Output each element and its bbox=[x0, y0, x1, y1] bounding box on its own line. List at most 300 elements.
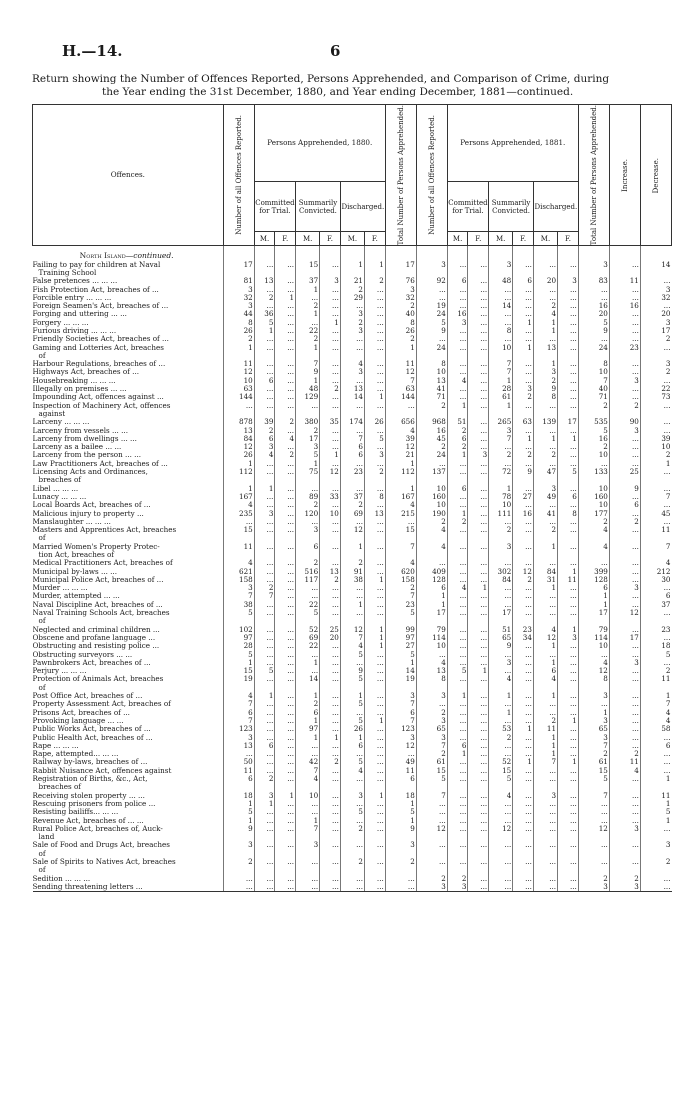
value-cell: ... bbox=[320, 584, 341, 592]
value-cell: 3 bbox=[640, 286, 671, 294]
value-cell: 4 bbox=[340, 767, 364, 775]
offence-cell bbox=[33, 841, 224, 858]
value-cell: ... bbox=[609, 443, 640, 451]
value-cell: ... bbox=[254, 675, 275, 692]
value-cell: 1 bbox=[223, 659, 254, 667]
value-cell: ... bbox=[609, 385, 640, 393]
offence-cell bbox=[33, 808, 224, 816]
value-cell: 1 bbox=[558, 568, 579, 576]
value-cell: ... bbox=[640, 750, 671, 758]
value-cell: ... bbox=[533, 335, 557, 343]
value-cell: ... bbox=[533, 700, 557, 708]
offence-label: Murder ... ... ... bbox=[32, 584, 88, 593]
offence-label: Rabbit Nuisance Act, offences against bbox=[32, 766, 172, 775]
value-cell: ... bbox=[275, 460, 296, 468]
value-cell: ... bbox=[447, 775, 468, 792]
value-cell: 2 bbox=[365, 277, 386, 285]
value-cell: ... bbox=[320, 692, 341, 700]
value-cell: ... bbox=[447, 294, 468, 302]
value-cell: 1 bbox=[447, 451, 468, 459]
value-cell: ... bbox=[275, 709, 296, 717]
value-cell: ... bbox=[468, 310, 489, 318]
value-cell: 12 bbox=[320, 468, 341, 485]
value-cell: ... bbox=[640, 302, 671, 310]
table-row bbox=[33, 841, 672, 858]
table-row bbox=[33, 460, 672, 468]
value-cell: ... bbox=[558, 725, 579, 733]
value-cell: ... bbox=[447, 493, 468, 501]
offence-cell bbox=[33, 335, 224, 343]
value-cell: ... bbox=[513, 402, 534, 419]
value-cell: 13 bbox=[320, 568, 341, 576]
value-cell: 3 bbox=[223, 286, 254, 294]
value-cell: 61 bbox=[578, 758, 609, 766]
value-cell: 5 bbox=[340, 758, 364, 766]
value-cell: 2 bbox=[578, 402, 609, 419]
offence-label: Naval Training Schools Act, breaches bbox=[32, 609, 170, 618]
offence-cell bbox=[33, 667, 224, 675]
value-cell: ... bbox=[365, 758, 386, 766]
value-cell: ... bbox=[365, 319, 386, 327]
value-cell: 91 bbox=[340, 568, 364, 576]
value-cell: ... bbox=[558, 792, 579, 800]
offence-label: land bbox=[38, 832, 55, 842]
value-cell: ... bbox=[609, 717, 640, 725]
value-cell: 3 bbox=[447, 319, 468, 327]
value-cell: 75 bbox=[296, 468, 320, 485]
offence-label: Murder, attempted ... ... bbox=[32, 592, 120, 601]
table-row bbox=[33, 319, 672, 327]
value-cell: ... bbox=[340, 518, 364, 526]
value-cell: ... bbox=[609, 435, 640, 443]
value-cell: 37 bbox=[296, 277, 320, 285]
value-cell: 1 bbox=[385, 344, 416, 361]
value-cell: ... bbox=[558, 427, 579, 435]
value-cell: ... bbox=[296, 750, 320, 758]
value-cell: 1 bbox=[385, 800, 416, 808]
value-cell: 8 bbox=[416, 675, 447, 692]
value-cell: ... bbox=[296, 667, 320, 675]
value-cell: 13 bbox=[533, 344, 557, 361]
value-cell: ... bbox=[468, 692, 489, 700]
value-cell: 6 bbox=[416, 584, 447, 592]
value-cell: 99 bbox=[385, 626, 416, 634]
f-header: F. bbox=[320, 232, 341, 246]
value-cell: 4 bbox=[578, 659, 609, 667]
value-cell: 1 bbox=[533, 742, 557, 750]
value-cell: ... bbox=[340, 302, 364, 310]
offence-label: Friendly Societies Act, breaches of ... bbox=[32, 335, 169, 344]
value-cell: ... bbox=[320, 368, 341, 376]
value-cell: ... bbox=[513, 808, 534, 816]
offence-cell bbox=[33, 485, 224, 493]
value-cell: ... bbox=[275, 717, 296, 725]
value-cell: 69 bbox=[340, 510, 364, 518]
offence-cell bbox=[33, 634, 224, 642]
table-body bbox=[33, 246, 672, 892]
value-cell: 13 bbox=[416, 667, 447, 675]
value-cell: ... bbox=[558, 642, 579, 650]
value-cell: ... bbox=[609, 368, 640, 376]
value-cell: 13 bbox=[223, 427, 254, 435]
value-cell: 112 bbox=[385, 468, 416, 485]
value-cell: 8 bbox=[416, 360, 447, 368]
value-cell: ... bbox=[558, 443, 579, 451]
summarily-1880-header: Summarily Convicted. bbox=[296, 182, 341, 232]
value-cell: 1 bbox=[365, 642, 386, 650]
value-cell: ... bbox=[365, 775, 386, 792]
value-cell: ... bbox=[296, 294, 320, 302]
value-cell: 15 bbox=[489, 767, 513, 775]
table-row bbox=[33, 327, 672, 335]
value-cell: 5 bbox=[578, 775, 609, 792]
offence-label: Sedition ... ... ... bbox=[32, 874, 91, 883]
value-cell: ... bbox=[468, 817, 489, 825]
value-cell: 7 bbox=[489, 435, 513, 443]
value-cell: 7 bbox=[533, 758, 557, 766]
table-row bbox=[33, 725, 672, 733]
table-row bbox=[33, 310, 672, 318]
value-cell: 6 bbox=[578, 584, 609, 592]
table-row bbox=[33, 559, 672, 567]
value-cell: ... bbox=[296, 742, 320, 750]
value-cell: 49 bbox=[533, 493, 557, 501]
value-cell: 1 bbox=[275, 294, 296, 302]
value-cell: ... bbox=[558, 775, 579, 792]
value-cell: ... bbox=[275, 825, 296, 842]
value-cell: ... bbox=[365, 725, 386, 733]
offence-label: Furious driving ... ... ... bbox=[32, 326, 117, 335]
value-cell: 17 bbox=[223, 261, 254, 278]
offence-cell bbox=[33, 393, 224, 401]
offence-cell bbox=[33, 468, 224, 485]
value-cell: ... bbox=[558, 451, 579, 459]
offence-label: Highways Act, breaches of ... bbox=[32, 368, 140, 377]
value-cell: 5 bbox=[296, 451, 320, 459]
value-cell: 3 bbox=[533, 485, 557, 493]
offence-label: Housebreaking ... ... ... bbox=[32, 376, 116, 385]
value-cell: 1 bbox=[320, 319, 341, 327]
value-cell: ... bbox=[320, 393, 341, 401]
value-cell: ... bbox=[447, 501, 468, 509]
value-cell: ... bbox=[558, 460, 579, 468]
value-cell: ... bbox=[275, 841, 296, 858]
value-cell: 2 bbox=[340, 501, 364, 509]
value-cell: 10 bbox=[578, 485, 609, 493]
value-cell: ... bbox=[468, 568, 489, 576]
offence-cell bbox=[33, 526, 224, 543]
value-cell: ... bbox=[447, 626, 468, 634]
value-cell: ... bbox=[340, 335, 364, 343]
value-cell: 49 bbox=[385, 758, 416, 766]
value-cell: 1 bbox=[223, 817, 254, 825]
value-cell: ... bbox=[296, 800, 320, 808]
value-cell: 10 bbox=[296, 792, 320, 800]
value-cell: ... bbox=[468, 800, 489, 808]
value-cell: ... bbox=[223, 518, 254, 526]
value-cell: ... bbox=[275, 576, 296, 584]
value-cell: ... bbox=[578, 651, 609, 659]
value-cell: 11 bbox=[558, 576, 579, 584]
value-cell: 3 bbox=[489, 427, 513, 435]
value-cell: ... bbox=[320, 875, 341, 883]
value-cell: 2 bbox=[254, 427, 275, 435]
value-cell: 1 bbox=[513, 344, 534, 361]
offence-cell bbox=[33, 651, 224, 659]
offence-cell bbox=[33, 261, 224, 278]
value-cell: 13 bbox=[254, 277, 275, 285]
value-cell: ... bbox=[609, 709, 640, 717]
value-cell: ... bbox=[320, 825, 341, 842]
title-line-2: the Year ending the 31st December, 1880, and Year ending December, 1881—continued. bbox=[102, 86, 574, 98]
reported-1880-header: Number of all Offences Reported. bbox=[223, 105, 254, 246]
value-cell: 39 bbox=[254, 418, 275, 426]
value-cell: ... bbox=[447, 261, 468, 278]
value-cell: 3 bbox=[578, 261, 609, 278]
table-row bbox=[33, 385, 672, 393]
value-cell: 620 bbox=[385, 568, 416, 576]
value-cell: 2 bbox=[385, 335, 416, 343]
value-cell: ... bbox=[447, 808, 468, 816]
value-cell: ... bbox=[513, 825, 534, 842]
value-cell: ... bbox=[609, 576, 640, 584]
value-cell: ... bbox=[275, 377, 296, 385]
offence-label: tion Act, breaches of bbox=[38, 550, 115, 559]
table-row bbox=[33, 368, 672, 376]
value-cell: ... bbox=[365, 841, 386, 858]
value-cell: ... bbox=[558, 385, 579, 393]
value-cell: 76 bbox=[385, 277, 416, 285]
value-cell: 3 bbox=[365, 451, 386, 459]
offence-cell bbox=[33, 435, 224, 443]
value-cell: 1 bbox=[340, 692, 364, 700]
value-cell: ... bbox=[578, 841, 609, 858]
m-header: M. bbox=[254, 232, 275, 246]
value-cell: 3 bbox=[533, 792, 557, 800]
offences-table bbox=[32, 104, 672, 892]
value-cell: 7 bbox=[223, 700, 254, 708]
value-cell: 1 bbox=[385, 817, 416, 825]
value-cell: 17 bbox=[296, 435, 320, 443]
value-cell: ... bbox=[365, 767, 386, 775]
value-cell: ... bbox=[489, 667, 513, 675]
value-cell: ... bbox=[609, 526, 640, 543]
value-cell: ... bbox=[447, 800, 468, 808]
table-header bbox=[33, 105, 672, 246]
value-cell: ... bbox=[275, 493, 296, 501]
value-cell: ... bbox=[320, 742, 341, 750]
offence-cell bbox=[33, 385, 224, 393]
value-cell: 5 bbox=[223, 808, 254, 816]
offence-cell bbox=[33, 277, 224, 285]
value-cell: ... bbox=[513, 460, 534, 468]
value-cell: 11 bbox=[223, 543, 254, 560]
value-cell: ... bbox=[468, 443, 489, 451]
value-cell: ... bbox=[533, 709, 557, 717]
value-cell: 1 bbox=[489, 377, 513, 385]
offence-cell bbox=[33, 800, 224, 808]
value-cell: 4 bbox=[340, 642, 364, 650]
value-cell: 1 bbox=[340, 543, 364, 560]
value-cell: 9 bbox=[385, 825, 416, 842]
value-cell: ... bbox=[320, 808, 341, 816]
value-cell: ... bbox=[640, 277, 671, 285]
value-cell: 26 bbox=[365, 418, 386, 426]
offence-cell bbox=[33, 758, 224, 766]
value-cell: 1 bbox=[489, 402, 513, 419]
value-cell: ... bbox=[609, 651, 640, 659]
value-cell: 5 bbox=[223, 651, 254, 659]
offence-label: Lunacy ... ... ... bbox=[32, 492, 87, 501]
value-cell: ... bbox=[340, 875, 364, 883]
value-cell: ... bbox=[468, 460, 489, 468]
value-cell: 2 bbox=[416, 709, 447, 717]
value-cell: ... bbox=[365, 568, 386, 576]
table-row bbox=[33, 402, 672, 419]
value-cell: ... bbox=[365, 800, 386, 808]
value-cell: ... bbox=[340, 709, 364, 717]
value-cell: ... bbox=[609, 692, 640, 700]
value-cell: ... bbox=[609, 360, 640, 368]
value-cell: ... bbox=[558, 858, 579, 875]
value-cell: 12 bbox=[416, 825, 447, 842]
value-cell: ... bbox=[558, 344, 579, 361]
value-cell: 48 bbox=[296, 385, 320, 393]
value-cell: ... bbox=[275, 526, 296, 543]
value-cell: ... bbox=[513, 584, 534, 592]
value-cell: 5 bbox=[223, 609, 254, 626]
value-cell: ... bbox=[320, 526, 341, 543]
value-cell: 5 bbox=[489, 775, 513, 792]
value-cell: 6 bbox=[558, 493, 579, 501]
value-cell: ... bbox=[489, 717, 513, 725]
value-cell: 6 bbox=[609, 501, 640, 509]
value-cell: ... bbox=[468, 808, 489, 816]
offence-cell bbox=[33, 294, 224, 302]
value-cell: ... bbox=[254, 642, 275, 650]
value-cell: ... bbox=[275, 875, 296, 883]
value-cell: 1 bbox=[296, 460, 320, 468]
value-cell: ... bbox=[320, 792, 341, 800]
table-row bbox=[33, 393, 672, 401]
value-cell: 10 bbox=[578, 451, 609, 459]
value-cell: 61 bbox=[416, 758, 447, 766]
value-cell: ... bbox=[254, 368, 275, 376]
value-cell: 2 bbox=[296, 335, 320, 343]
value-cell: ... bbox=[275, 335, 296, 343]
offence-label: Larceny from the person ... ... bbox=[32, 451, 142, 460]
value-cell: 4 bbox=[578, 526, 609, 543]
value-cell: ... bbox=[254, 286, 275, 294]
value-cell: ... bbox=[513, 302, 534, 310]
value-cell: ... bbox=[365, 659, 386, 667]
value-cell: ... bbox=[468, 402, 489, 419]
value-cell: ... bbox=[558, 700, 579, 708]
value-cell: 4 bbox=[254, 451, 275, 459]
table-row bbox=[33, 576, 672, 584]
value-cell: 2 bbox=[513, 576, 534, 584]
value-cell: 24 bbox=[416, 310, 447, 318]
value-cell: 4 bbox=[223, 559, 254, 567]
value-cell: 1 bbox=[447, 692, 468, 700]
value-cell: 3 bbox=[489, 659, 513, 667]
value-cell: ... bbox=[340, 592, 364, 600]
value-cell: ... bbox=[533, 601, 557, 609]
value-cell: ... bbox=[254, 360, 275, 368]
value-cell: ... bbox=[558, 526, 579, 543]
value-cell: 1 bbox=[640, 775, 671, 792]
value-cell: 1 bbox=[296, 717, 320, 725]
value-cell: ... bbox=[275, 584, 296, 592]
value-cell: 1 bbox=[254, 327, 275, 335]
value-cell: ... bbox=[416, 808, 447, 816]
value-cell: ... bbox=[254, 568, 275, 576]
value-cell: ... bbox=[254, 493, 275, 501]
m-header: M. bbox=[340, 232, 364, 246]
table-row bbox=[33, 692, 672, 700]
table-row bbox=[33, 443, 672, 451]
value-cell: ... bbox=[489, 800, 513, 808]
value-cell: 7 bbox=[640, 543, 671, 560]
value-cell: ... bbox=[609, 294, 640, 302]
table-row bbox=[33, 302, 672, 310]
value-cell: ... bbox=[609, 568, 640, 576]
value-cell: 17 bbox=[385, 261, 416, 278]
value-cell: 9 bbox=[223, 825, 254, 842]
value-cell: ... bbox=[254, 335, 275, 343]
value-cell: ... bbox=[513, 875, 534, 883]
offence-label: Obscene and profane language ... bbox=[32, 633, 156, 642]
value-cell: 39 bbox=[385, 435, 416, 443]
table-row bbox=[33, 675, 672, 692]
value-cell: ... bbox=[320, 518, 341, 526]
value-cell: ... bbox=[254, 758, 275, 766]
value-cell: 5 bbox=[340, 808, 364, 816]
value-cell: ... bbox=[365, 526, 386, 543]
value-cell: ... bbox=[468, 435, 489, 443]
value-cell: ... bbox=[254, 385, 275, 393]
value-cell: 123 bbox=[385, 725, 416, 733]
value-cell: 1 bbox=[340, 261, 364, 278]
value-cell: ... bbox=[533, 883, 557, 892]
value-cell: ... bbox=[340, 460, 364, 468]
offence-label: Naval Discipline Act, breaches of ... bbox=[32, 600, 163, 609]
value-cell: 2 bbox=[296, 427, 320, 435]
value-cell: 1 bbox=[296, 310, 320, 318]
offence-cell bbox=[33, 659, 224, 667]
value-cell: ... bbox=[468, 427, 489, 435]
table-row bbox=[33, 758, 672, 766]
value-cell: ... bbox=[340, 750, 364, 758]
value-cell: 3 bbox=[340, 792, 364, 800]
value-cell: ... bbox=[320, 817, 341, 825]
value-cell: ... bbox=[365, 601, 386, 609]
table-row bbox=[33, 261, 672, 278]
value-cell: 160 bbox=[578, 493, 609, 501]
value-cell: 3 bbox=[223, 302, 254, 310]
offence-label: Larceny as a bailee ... ... bbox=[32, 443, 122, 452]
value-cell: 1 bbox=[558, 717, 579, 725]
value-cell: 63 bbox=[513, 418, 534, 426]
value-cell: 2 bbox=[533, 526, 557, 543]
value-cell: 6 bbox=[640, 592, 671, 600]
value-cell: 4 bbox=[416, 526, 447, 543]
value-cell: 2 bbox=[578, 875, 609, 883]
value-cell: ... bbox=[468, 875, 489, 883]
value-cell: 8 bbox=[558, 510, 579, 518]
value-cell: 18 bbox=[385, 792, 416, 800]
value-cell: ... bbox=[447, 817, 468, 825]
